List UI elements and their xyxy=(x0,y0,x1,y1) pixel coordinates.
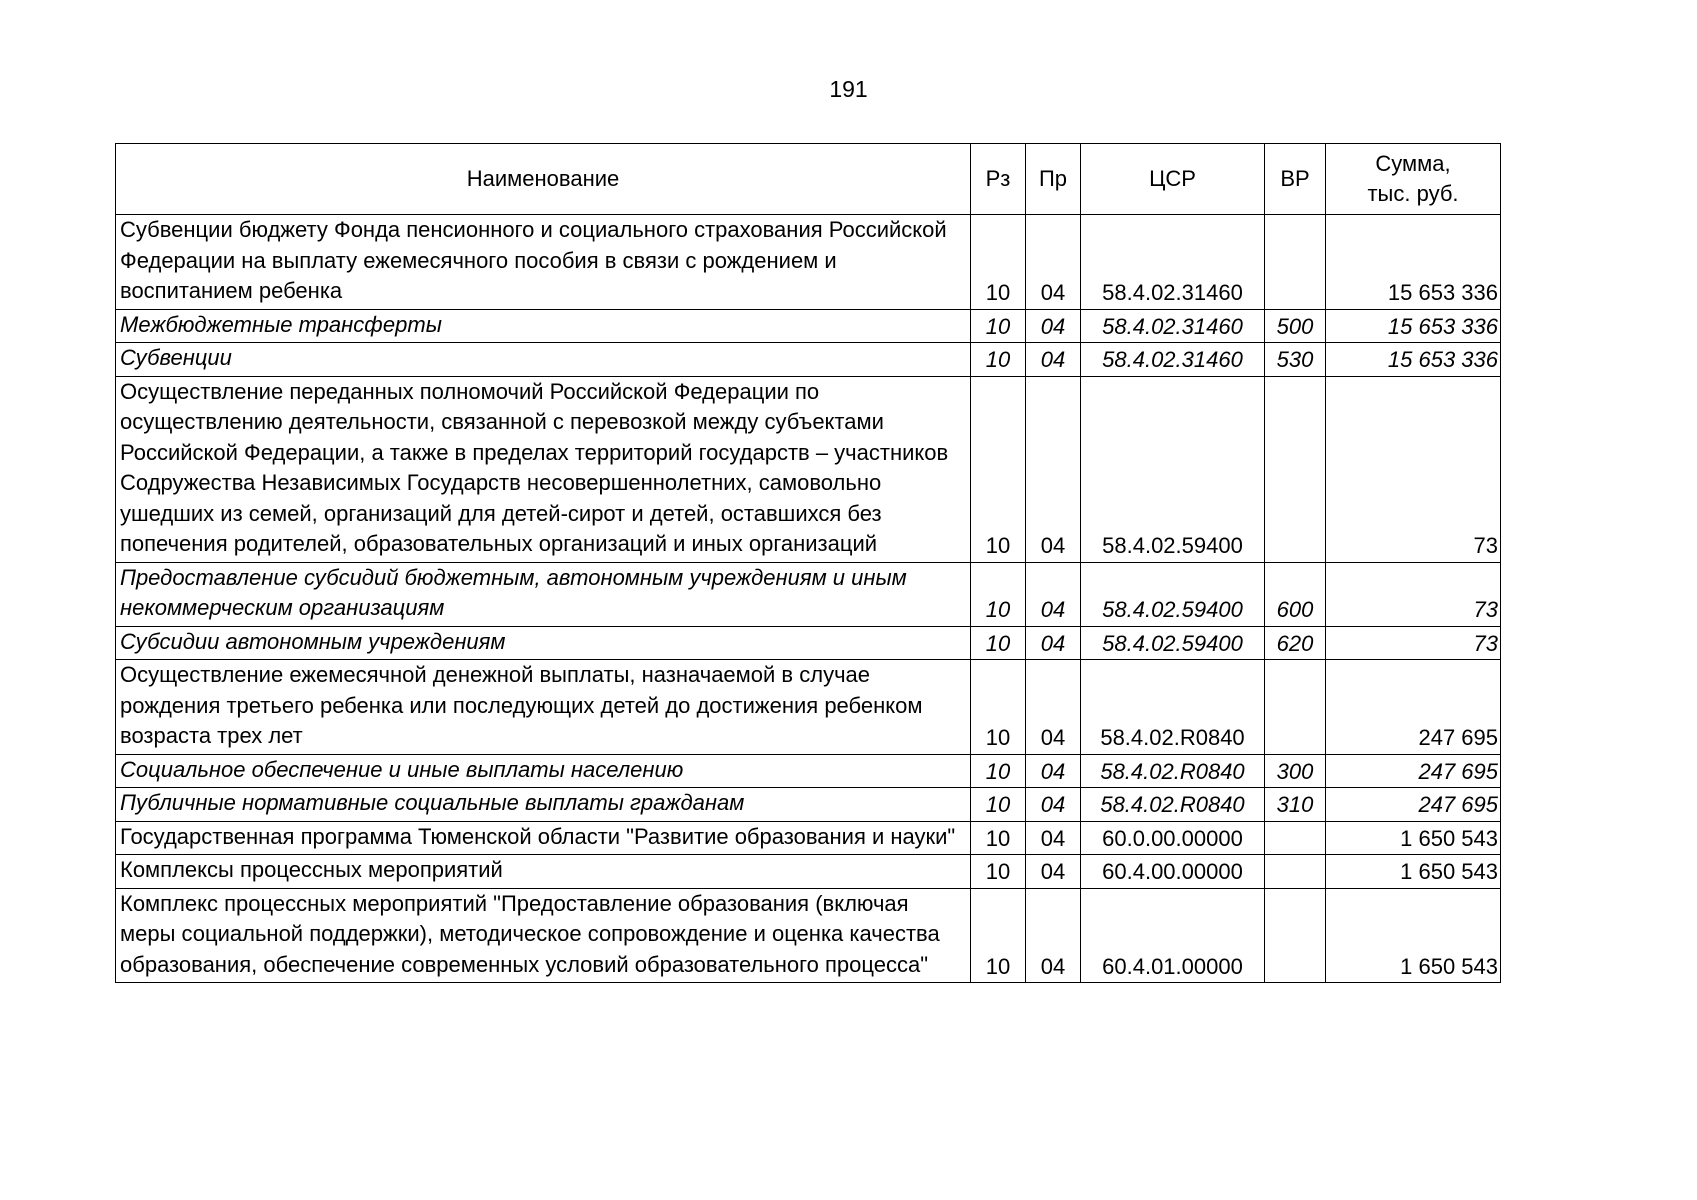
cell-pr: 04 xyxy=(1026,376,1081,562)
cell-pr: 04 xyxy=(1026,788,1081,822)
cell-sum: 1 650 543 xyxy=(1326,821,1501,855)
cell-pr: 04 xyxy=(1026,562,1081,626)
cell-rz: 10 xyxy=(971,626,1026,660)
cell-name: Межбюджетные трансферты xyxy=(116,309,971,343)
cell-vr xyxy=(1265,215,1326,310)
cell-rz: 10 xyxy=(971,788,1026,822)
table-row xyxy=(116,309,1501,343)
cell-name: Субвенции xyxy=(116,343,971,377)
table-row xyxy=(116,821,1501,855)
cell-pr: 04 xyxy=(1026,821,1081,855)
cell-rz: 10 xyxy=(971,343,1026,377)
cell-name: Комплекс процессных мероприятий "Предоставление образования (включая меры социальной поддержки), методическое сопровождение и оценка качества образования, обеспечение современных условий образовательного процесса" xyxy=(116,888,971,983)
cell-rz: 10 xyxy=(971,754,1026,788)
cell-name: Осуществление ежемесячной денежной выплаты, назначаемой в случае рождения третьего ребенка или последующих детей до достижения ребенком возраста трех лет xyxy=(116,660,971,755)
header-pr: Пр xyxy=(1026,144,1081,215)
cell-csr: 58.4.02.59400 xyxy=(1081,562,1265,626)
table-row xyxy=(116,343,1501,377)
cell-csr: 58.4.02.59400 xyxy=(1081,626,1265,660)
cell-csr: 60.4.01.00000 xyxy=(1081,888,1265,983)
cell-vr: 310 xyxy=(1265,788,1326,822)
cell-vr xyxy=(1265,855,1326,889)
cell-sum: 73 xyxy=(1326,626,1501,660)
cell-vr xyxy=(1265,888,1326,983)
cell-name: Государственная программа Тюменской области "Развитие образования и науки" xyxy=(116,821,971,855)
cell-name: Субвенции бюджету Фонда пенсионного и социального страхования Российской Федерации на выплату ежемесячного пособия в связи с рождением и воспитанием ребенка xyxy=(116,215,971,310)
cell-rz: 10 xyxy=(971,821,1026,855)
cell-csr: 58.4.02.R0840 xyxy=(1081,788,1265,822)
cell-name: Публичные нормативные социальные выплаты гражданам xyxy=(116,788,971,822)
cell-vr: 500 xyxy=(1265,309,1326,343)
table-row xyxy=(116,660,1501,755)
cell-csr: 58.4.02.59400 xyxy=(1081,376,1265,562)
table-row xyxy=(116,754,1501,788)
cell-pr: 04 xyxy=(1026,215,1081,310)
table-row xyxy=(116,855,1501,889)
cell-sum: 1 650 543 xyxy=(1326,888,1501,983)
cell-sum: 73 xyxy=(1326,376,1501,562)
cell-name: Комплексы процессных мероприятий xyxy=(116,855,971,889)
header-sum xyxy=(1326,144,1501,215)
table-body xyxy=(116,215,1501,983)
budget-table xyxy=(115,143,1501,983)
cell-csr: 58.4.02.31460 xyxy=(1081,309,1265,343)
cell-sum: 15 653 336 xyxy=(1326,309,1501,343)
page-number: 191 xyxy=(829,76,868,102)
cell-rz: 10 xyxy=(971,562,1026,626)
cell-rz: 10 xyxy=(971,215,1026,310)
cell-rz: 10 xyxy=(971,855,1026,889)
cell-rz: 10 xyxy=(971,309,1026,343)
cell-pr: 04 xyxy=(1026,309,1081,343)
cell-sum: 247 695 xyxy=(1326,788,1501,822)
cell-sum: 247 695 xyxy=(1326,754,1501,788)
cell-csr: 58.4.02.R0840 xyxy=(1081,660,1265,755)
cell-sum: 1 650 543 xyxy=(1326,855,1501,889)
header-vr: ВР xyxy=(1265,144,1326,215)
header-sum-line1: Сумма, xyxy=(1375,151,1451,176)
header-sum-line2: тыс. руб. xyxy=(1367,181,1459,206)
cell-rz: 10 xyxy=(971,660,1026,755)
header-rz: Рз xyxy=(971,144,1026,215)
header-row xyxy=(116,144,1501,215)
cell-name: Предоставление субсидий бюджетным, автономным учреждениям и иным некоммерческим организациям xyxy=(116,562,971,626)
cell-csr: 60.0.00.00000 xyxy=(1081,821,1265,855)
cell-pr: 04 xyxy=(1026,888,1081,983)
cell-sum: 73 xyxy=(1326,562,1501,626)
cell-pr: 04 xyxy=(1026,343,1081,377)
cell-pr: 04 xyxy=(1026,626,1081,660)
table-row xyxy=(116,626,1501,660)
table-row xyxy=(116,788,1501,822)
table-header xyxy=(116,144,1501,215)
table-row xyxy=(116,562,1501,626)
table-row xyxy=(116,376,1501,562)
cell-name: Социальное обеспечение и иные выплаты населению xyxy=(116,754,971,788)
table-row xyxy=(116,215,1501,310)
cell-csr: 58.4.02.R0840 xyxy=(1081,754,1265,788)
cell-vr xyxy=(1265,376,1326,562)
cell-rz: 10 xyxy=(971,376,1026,562)
cell-sum: 15 653 336 xyxy=(1326,215,1501,310)
cell-pr: 04 xyxy=(1026,754,1081,788)
cell-vr: 620 xyxy=(1265,626,1326,660)
table-row xyxy=(116,888,1501,983)
cell-vr: 530 xyxy=(1265,343,1326,377)
cell-vr: 600 xyxy=(1265,562,1326,626)
cell-sum: 247 695 xyxy=(1326,660,1501,755)
header-name: Наименование xyxy=(116,144,971,215)
cell-vr: 300 xyxy=(1265,754,1326,788)
cell-pr: 04 xyxy=(1026,660,1081,755)
cell-csr: 60.4.00.00000 xyxy=(1081,855,1265,889)
cell-name: Осуществление переданных полномочий Российской Федерации по осуществлению деятельности, связанной с перевозкой между субъектами Российской Федерации, а также в пределах территорий государств – участников Содружества Независимых Государств несовершеннолетних, самовольно ушедших из семей, организаций для детей-сирот и детей, оставшихся без попечения родителей, образовательных организаций и иных организаций xyxy=(116,376,971,562)
cell-vr xyxy=(1265,660,1326,755)
cell-sum: 15 653 336 xyxy=(1326,343,1501,377)
cell-csr: 58.4.02.31460 xyxy=(1081,215,1265,310)
cell-csr: 58.4.02.31460 xyxy=(1081,343,1265,377)
cell-vr xyxy=(1265,821,1326,855)
cell-rz: 10 xyxy=(971,888,1026,983)
cell-pr: 04 xyxy=(1026,855,1081,889)
cell-name: Субсидии автономным учреждениям xyxy=(116,626,971,660)
header-csr: ЦСР xyxy=(1081,144,1265,215)
